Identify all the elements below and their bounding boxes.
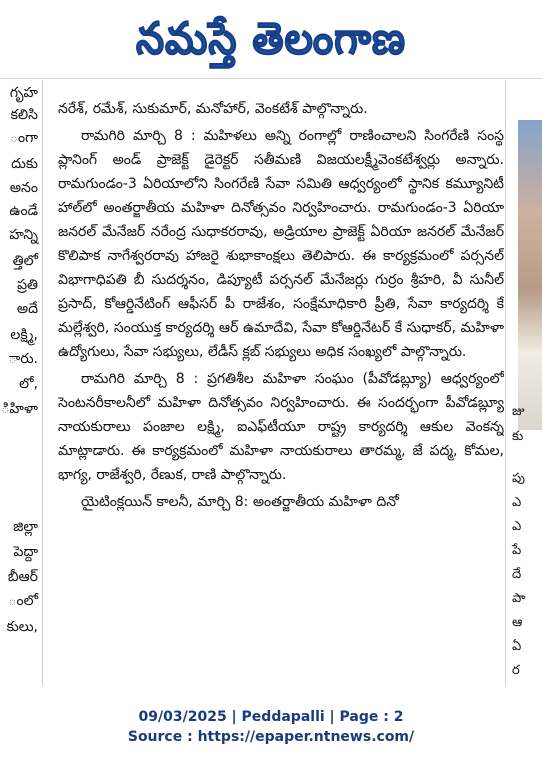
left-fragment: అనం — [9, 180, 38, 196]
right-fragment: కు — [512, 429, 524, 444]
left-fragment: త్తిలో — [12, 253, 38, 269]
newspaper-masthead — [0, 0, 542, 79]
left-fragment: ారు. — [8, 351, 38, 367]
right-fragment: జు — [512, 404, 525, 419]
right-fragment: ఆ — [512, 615, 523, 630]
article-column — [58, 97, 504, 683]
edition-line: 09/03/2025 | Peddapalli | Page : 2 — [138, 708, 404, 725]
right-fragment: ఏ — [512, 639, 522, 654]
source-line: Source : https://epaper.ntnews.com/ — [127, 728, 415, 745]
article-paragraph: నరేశ్, రమేశ్, సుకుమార్, మనోహార్, వెంకటేశ్ పాల్గొన్నారు. — [58, 101, 368, 117]
left-column-fragments — [0, 80, 43, 686]
left-fragment: ిహిళా — [1, 401, 38, 417]
left-fragment: ప్రతి — [17, 277, 38, 293]
article-paragraph: రామగిరి మార్చి 8 : మహిళలు అన్ని రంగాల్లో రాణించాలని సింగరేణి సంస్థ ప్లానింగ్ అండ్ ప్రాజెక్ట్ డైరెక్టర్ సతీమణి విజయలక్ష్మీవెంకటేశ్వర్లు అన్నారు. రామగుండం-3 ఏరియాలోని సింగరేణి సేవా సమితి ఆధ్వర్యంలో స్థానిక కమ్యూనిటీ హాల్‌లో అంతర్జాతీయ మహిళా దినోత్సవం నిర్వహించారు. రామగుండం-3 ఏరియా జనరల్ మేనేజర్ నరేంద్ర సుధాకరరావు, అడ్రియాల ప్రాజెక్ట్ ఏరియా జనరల్ మేనేజర్ కొలిపాక నాగేశ్వరరావు హాజరై శుభాకాంక్షలు తెలిపారు. ఈ కార్యక్రమంలో పర్సనల్ విభాగాధిపతి బీ సుదర్శనం, డిప్యూటీ పర్సనల్ మేనేజర్లు గుర్రం శ్రీహరి, వీ సునీల్ ప్రసాద్, కోఆర్డినేటింగ్ ఆఫీసర్ పీ రాజేశం, సంక్షేమాధికారి ప్రీతి, సేవా కార్యదర్శి కే మల్లేశ్వరి, సంయుక్త కార్యదర్శి ఆర్ ఉమాదేవి, సేవా కోఆర్డినేటర్ కే సుధాకర్, మహిళా ఉద్యోగులు, సేవా సభ్యులు, లేడీస్ క్లబ్ సభ్యులు అధిక సంఖ్యలో పాల్గొన్నారు. — [58, 128, 504, 360]
left-fragment: ంలో — [8, 593, 38, 609]
left-fragment: దుకు — [11, 156, 38, 172]
news-photo — [518, 120, 542, 430]
newspaper-page — [0, 80, 542, 686]
right-column-fragments — [505, 80, 542, 686]
left-fragment: ఉండే — [9, 203, 38, 219]
left-fragment: అదే — [16, 301, 38, 317]
right-fragment: ఎ — [512, 519, 522, 534]
right-fragment: పు — [512, 471, 525, 486]
right-fragment: దే — [512, 567, 522, 582]
left-fragment: బీఆర్ — [7, 569, 38, 585]
left-fragment: లో, — [19, 376, 38, 392]
article-paragraph: రామగిరి మార్చి 8 : ప్రగతిశీల మహిళా సంఘం (పీవోడబ్ల్యూ) ఆధ్వర్యంలో సెంటనరీకాలనీలో మహిళా దినోత్సవం నిర్వహించారు. ఈ సందర్భంగా పీవోడబ్ల్యూ నాయకురాలు పంజాల లక్ష్మి, ఐఎఫ్‌టీయూ రాష్ట్ర కార్యదర్శి ఆకుల వెంకన్న మాట్లాడారు. ఈ కార్యక్రమంలో మహిళా నాయకురాలు తారమ్మ, జే పద్మ, కోమల, భాగ్య, రాజేశ్వరి, రేణుక, రాణి పాల్గొన్నారు. — [58, 371, 504, 483]
right-fragment: ఎ — [512, 495, 522, 510]
right-fragment: ర — [512, 663, 520, 678]
left-fragment: కలిసి — [10, 107, 38, 123]
left-fragment: గృహ — [9, 85, 38, 101]
left-fragment: పెద్దా — [13, 544, 38, 560]
source-footer — [0, 686, 542, 767]
masthead-title: నమస్తే తెలంగాణ — [135, 13, 407, 65]
left-fragment: హన్ని — [9, 227, 38, 243]
right-fragment: పే — [512, 543, 522, 558]
left-fragment: లక్ష్మి, — [10, 327, 38, 343]
left-fragment: కులు, — [6, 619, 38, 635]
article-paragraph: యైటింక్లయిన్ కాలనీ, మార్చి 8: అంతర్జాతీయ మహిళా దినో — [81, 494, 399, 510]
right-fragment: పా — [512, 591, 526, 606]
left-fragment: జిల్లా — [13, 519, 38, 535]
left-fragment: ంగా — [9, 130, 38, 146]
